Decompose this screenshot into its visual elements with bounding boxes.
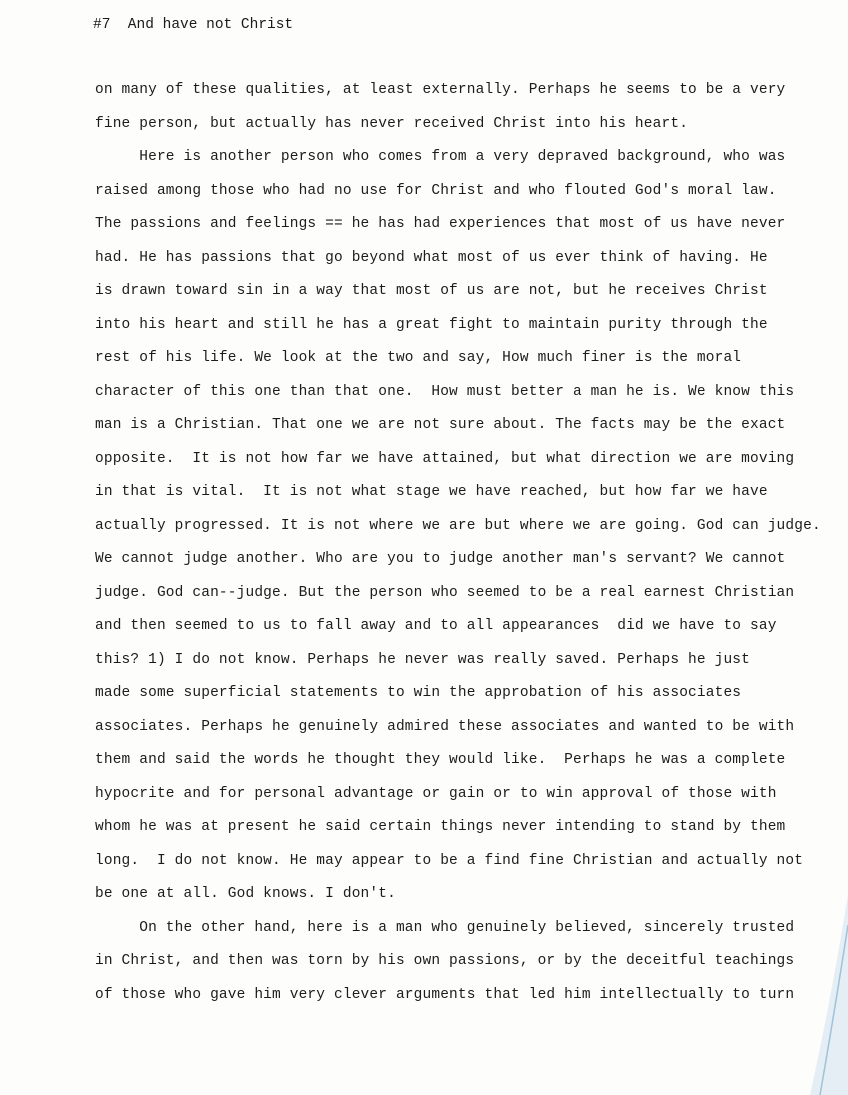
body-text xyxy=(95,78,821,1016)
text-line: man is a Christian. That one we are not sure about. The facts may be the exact xyxy=(95,417,786,433)
text-line: Here is another person who comes from a very depraved background, who was xyxy=(95,149,786,165)
text-line: had. He has passions that go beyond what most of us ever think of having. He xyxy=(95,249,768,266)
text-line: in Christ, and then was torn by his own passions, or by the deceitful teachings xyxy=(95,953,795,969)
text-line: We cannot judge another. Who are you to judge another man's servant? We cannot xyxy=(95,551,786,567)
text-line: rest of his life. We look at the two and say, How much finer is the moral xyxy=(95,350,742,366)
text-line: made some superficial statements to win the approbation of his associates xyxy=(95,685,742,701)
text-line: character of this one than that one. How must better a man he is. We know this xyxy=(95,383,795,400)
text-line: be one at all. God knows. I don't. xyxy=(95,886,396,902)
corner-scan-mark xyxy=(800,895,848,1095)
text-line: them and said the words he thought they would like. Perhaps he was a complete xyxy=(95,752,786,768)
text-line: actually progressed. It is not where we are but where we are going. God can judge. xyxy=(95,517,821,534)
text-line: of those who gave him very clever arguments that led him intellectually to turn xyxy=(95,986,795,1003)
text-line: this? 1) I do not know. Perhaps he never was really saved. Perhaps he just xyxy=(95,651,751,668)
text-line: in that is vital. It is not what stage we have reached, but how far we have xyxy=(95,484,768,500)
text-line: associates. Perhaps he genuinely admired these associates and wanted to be with xyxy=(95,718,795,735)
text-line: fine person, but actually has never received Christ into his heart. xyxy=(95,115,689,132)
text-line: On the other hand, here is a man who genuinely believed, sincerely trusted xyxy=(95,919,795,936)
text-line: raised among those who had no use for Christ and who flouted God's moral law. xyxy=(95,182,777,199)
text-line: long. I do not know. He may appear to be a find fine Christian and actually not xyxy=(95,852,804,869)
text-line: whom he was at present he said certain things never intending to stand by them xyxy=(95,819,786,835)
page-header: #7 And have not Christ xyxy=(93,17,294,33)
text-line: is drawn toward sin in a way that most of us are not, but he receives Christ xyxy=(95,283,768,299)
text-line: opposite. It is not how far we have attained, but what direction we are moving xyxy=(95,450,795,467)
text-line: judge. God can--judge. But the person who seemed to be a real earnest Christian xyxy=(95,584,795,601)
text-line: into his heart and still he has a great fight to maintain purity through the xyxy=(95,316,768,333)
text-line: The passions and feelings == he has had experiences that most of us have never xyxy=(95,216,786,232)
text-line: on many of these qualities, at least externally. Perhaps he seems to be a very xyxy=(95,82,786,98)
text-line: hypocrite and for personal advantage or gain or to win approval of those with xyxy=(95,785,777,802)
text-line: and then seemed to us to fall away and to all appearances did we have to say xyxy=(95,618,777,634)
